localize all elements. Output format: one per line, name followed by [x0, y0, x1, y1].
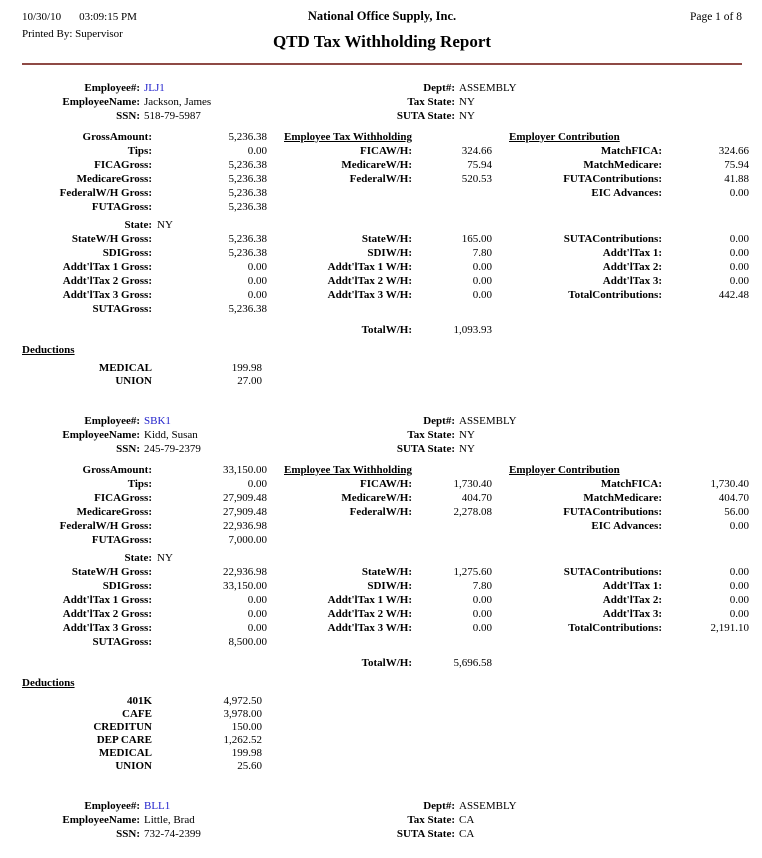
field-value: 5,236.38: [228, 173, 267, 185]
report-header-row1: [22, 9, 742, 24]
row-sdi-gross: [22, 579, 267, 593]
row-total-contributions: [509, 621, 749, 635]
field-value: NY: [157, 552, 173, 564]
amounts-grid: [22, 130, 749, 337]
row-suta-contributions: [509, 232, 749, 246]
row-gross-amount: [22, 130, 267, 144]
field-value: 5,236.38: [228, 233, 267, 245]
page-number: Page 1 of 8: [689, 11, 742, 23]
field-value: 2,278.08: [453, 506, 492, 518]
field-value: 7,000.00: [228, 534, 267, 546]
field-label: EIC Advances:: [591, 520, 662, 532]
row-addtl-tax2-gross: [22, 274, 267, 288]
suta-state-label: SUTA State:: [396, 443, 455, 455]
spacer: [284, 186, 492, 232]
field-value: 0.00: [247, 289, 267, 301]
field-label: Addt'lTax 2 Gross:: [62, 608, 152, 620]
row-futa-contributions: [509, 172, 749, 186]
deduction-amount: 4,972.50: [223, 695, 262, 707]
ssn-label: SSN:: [116, 443, 140, 455]
employee-number-label: Employee#:: [84, 800, 140, 812]
field-value: 0.00: [247, 145, 267, 157]
field-value: 5,236.38: [228, 187, 267, 199]
field-value: 27,909.48: [223, 506, 267, 518]
field-value: 5,236.38: [228, 159, 267, 171]
row-federal-wh-gross: [22, 519, 267, 533]
row-total-wh: [284, 656, 492, 670]
field-label: FederalW/H Gross:: [59, 187, 152, 199]
field-label: Tips:: [127, 145, 152, 157]
field-value: 0.00: [472, 261, 492, 273]
field-label: FUTAGross:: [91, 534, 152, 546]
tax-state-value: CA: [459, 814, 475, 826]
row-medicare-gross: [22, 505, 267, 519]
section-header-employer-contribution: Employer Contribution: [509, 464, 620, 476]
deduction-amount: 150.00: [231, 721, 262, 733]
report-time: 03:09:15 PM: [79, 11, 137, 23]
row-sdi-gross: [22, 246, 267, 260]
employee-number-label: Employee#:: [84, 415, 140, 427]
field-value: 5,236.38: [228, 201, 267, 213]
row-addtl-tax3-wh: [284, 288, 492, 302]
row-addtl-tax2-wh: [284, 274, 492, 288]
field-label: SDIW/H:: [367, 247, 412, 259]
row-addtl-tax1: [509, 579, 749, 593]
field-value: 0.00: [247, 261, 267, 273]
field-label: Addt'lTax 3:: [602, 608, 662, 620]
printed-by-label: Printed By:: [22, 28, 73, 40]
deduction-row: [22, 747, 742, 760]
employee-id-link[interactable]: BLL1: [144, 800, 171, 812]
report-date: 10/30/10: [22, 11, 62, 23]
row-addtl-tax3-gross: [22, 621, 267, 635]
field-label: StateW/H:: [361, 233, 412, 245]
field-label: GrossAmount:: [82, 131, 152, 143]
field-value: 404.70: [461, 492, 492, 504]
row-addtl-tax2: [509, 260, 749, 274]
row-fica-gross: [22, 158, 267, 172]
report-header-row2: [22, 25, 742, 59]
deduction-name: UNION: [115, 375, 152, 387]
field-label: MatchMedicare:: [583, 159, 662, 171]
row-futa-gross: [22, 200, 267, 214]
field-label: Addt'lTax 2 W/H:: [327, 608, 412, 620]
deduction-amount: 25.60: [237, 760, 262, 772]
suta-state-label: SUTA State:: [396, 828, 455, 840]
employee-header-row: [22, 827, 742, 841]
spacer: [509, 533, 749, 565]
employee-name-value: Jackson, James: [144, 96, 212, 108]
deductions-section: [22, 343, 742, 388]
section-header-employee-tax-withholding: Employee Tax Withholding: [284, 464, 412, 476]
suta-state-value: NY: [459, 110, 475, 122]
field-value: 22,936.98: [223, 520, 267, 532]
section-header-employee-tax-withholding: Employee Tax Withholding: [284, 131, 412, 143]
field-value: 33,150.00: [223, 580, 267, 592]
field-label: StateW/H Gross:: [71, 233, 152, 245]
field-value: 0.00: [729, 275, 749, 287]
field-value: 7.80: [472, 580, 492, 592]
dept-value: ASSEMBLY: [459, 415, 517, 427]
employee-header-row: [22, 109, 742, 123]
dept-label: Dept#:: [423, 82, 455, 94]
field-value: 8,500.00: [228, 636, 267, 648]
field-label: FUTAGross:: [91, 201, 152, 213]
suta-state-label: SUTA State:: [396, 110, 455, 122]
field-value: 7.80: [472, 247, 492, 259]
deduction-amount: 199.98: [231, 362, 262, 374]
printed-by-value: Supervisor: [75, 28, 123, 40]
field-value: 5,236.38: [228, 247, 267, 259]
ssn-value: 518-79-5987: [144, 110, 201, 122]
field-label: Addt'lTax 1 Gross:: [62, 261, 152, 273]
row-addtl-tax1: [509, 246, 749, 260]
deduction-name: DEP CARE: [96, 734, 152, 746]
deductions-section: [22, 676, 742, 773]
row-state-wh: [284, 232, 492, 246]
field-label: FICAGross:: [94, 159, 152, 171]
field-label: StateW/H Gross:: [71, 566, 152, 578]
field-value: 5,696.58: [453, 657, 492, 669]
field-value: 1,730.40: [453, 478, 492, 490]
field-label: MatchFICA:: [600, 145, 662, 157]
printed-by: [22, 28, 123, 40]
field-label: SDIGross:: [102, 580, 152, 592]
row-addtl-tax1-wh: [284, 260, 492, 274]
deduction-name: CREDITUN: [93, 721, 152, 733]
employee-tax-column: [284, 463, 492, 670]
row-addtl-tax2-wh: [284, 607, 492, 621]
field-value: 0.00: [729, 261, 749, 273]
field-label: MatchMedicare:: [583, 492, 662, 504]
field-label: Addt'lTax 2:: [602, 594, 662, 606]
deduction-row: [22, 695, 742, 708]
row-addtl-tax2: [509, 593, 749, 607]
employee-header-row: [22, 81, 742, 95]
row-match-fica: [509, 144, 749, 158]
dept-value: ASSEMBLY: [459, 800, 517, 812]
row-medicare-wh: [284, 158, 492, 172]
field-value: 0.00: [247, 275, 267, 287]
employee-name-label: EmployeeName:: [62, 814, 140, 826]
field-label: FICAW/H:: [360, 478, 412, 490]
row-addtl-tax3: [509, 274, 749, 288]
employee-name-label: EmployeeName:: [62, 96, 140, 108]
field-value: 404.70: [718, 492, 749, 504]
amounts-grid: [22, 463, 749, 670]
row-federal-wh-gross: [22, 186, 267, 200]
field-value: 0.00: [729, 608, 749, 620]
deductions-header: Deductions: [22, 344, 75, 356]
row-gross-amount: [22, 463, 267, 477]
field-label: TotalContributions:: [568, 289, 662, 301]
field-value: 1,730.40: [710, 478, 749, 490]
row-fica-gross: [22, 491, 267, 505]
row-addtl-tax3-gross: [22, 288, 267, 302]
field-label: Addt'lTax 2:: [602, 261, 662, 273]
row-match-medicare: [509, 158, 749, 172]
row-addtl-tax3: [509, 607, 749, 621]
field-value: 442.48: [718, 289, 749, 301]
field-value: 165.00: [461, 233, 492, 245]
employee-id-link[interactable]: SBK1: [144, 415, 171, 427]
field-value: 0.00: [472, 608, 492, 620]
ssn-label: SSN:: [116, 828, 140, 840]
field-value: 22,936.98: [223, 566, 267, 578]
field-label: Addt'lTax 3 Gross:: [62, 289, 152, 301]
field-label: TotalW/H:: [361, 324, 412, 336]
field-value: 0.00: [247, 622, 267, 634]
header-rule: [22, 63, 742, 65]
tax-state-value: NY: [459, 96, 475, 108]
deduction-amount: 199.98: [231, 747, 262, 759]
field-value: 0.00: [729, 233, 749, 245]
deduction-row: [22, 362, 742, 375]
field-label: SDIW/H:: [367, 580, 412, 592]
field-label: Addt'lTax 2 Gross:: [62, 275, 152, 287]
suta-state-value: CA: [459, 828, 475, 840]
ssn-label: SSN:: [116, 110, 140, 122]
deduction-amount: 3,978.00: [223, 708, 262, 720]
row-state: [22, 218, 267, 232]
tax-state-value: NY: [459, 429, 475, 441]
tax-state-label: Tax State:: [407, 814, 455, 826]
employee-header-row: [22, 414, 742, 428]
row-addtl-tax1-gross: [22, 260, 267, 274]
gross-column: [22, 463, 267, 670]
field-value: 1,093.93: [453, 324, 492, 336]
field-label: Addt'lTax 1:: [602, 247, 662, 259]
field-label: FICAGross:: [94, 492, 152, 504]
field-label: State:: [124, 552, 152, 564]
ssn-value: 732-74-2399: [144, 828, 201, 840]
row-suta-gross: [22, 635, 267, 649]
row-federal-wh: [284, 505, 492, 519]
field-value: 33,150.00: [223, 464, 267, 476]
field-label: MedicareGross:: [76, 506, 152, 518]
field-label: FederalW/H:: [349, 173, 412, 185]
spacer: [509, 200, 749, 232]
field-value: 0.00: [247, 608, 267, 620]
row-futa-contributions: [509, 505, 749, 519]
field-label: Addt'lTax 3:: [602, 275, 662, 287]
field-label: FUTAContributions:: [563, 173, 662, 185]
field-label: FUTAContributions:: [563, 506, 662, 518]
row-addtl-tax2-gross: [22, 607, 267, 621]
field-value: 75.94: [724, 159, 749, 171]
employee-name-value: Kidd, Susan: [144, 429, 198, 441]
field-label: TotalW/H:: [361, 657, 412, 669]
field-value: 324.66: [461, 145, 492, 157]
field-label: Tips:: [127, 478, 152, 490]
field-value: 1,275.60: [453, 566, 492, 578]
employee-tax-column: [284, 130, 492, 337]
deduction-amount: 1,262.52: [223, 734, 262, 746]
field-value: 0.00: [729, 580, 749, 592]
employer-contribution-column: [509, 130, 749, 337]
row-sdi-wh: [284, 579, 492, 593]
field-value: 41.88: [724, 173, 749, 185]
field-value: 0.00: [472, 289, 492, 301]
field-value: 27,909.48: [223, 492, 267, 504]
deductions-list: [22, 362, 742, 388]
row-eic-advances: [509, 519, 749, 533]
field-label: State:: [124, 219, 152, 231]
field-label: FederalW/H:: [349, 506, 412, 518]
field-label: Addt'lTax 1 W/H:: [327, 594, 412, 606]
dept-label: Dept#:: [423, 800, 455, 812]
field-label: Addt'lTax 3 Gross:: [62, 622, 152, 634]
employee-header-row: [22, 428, 742, 442]
employee-header-row: [22, 442, 742, 456]
field-label: Addt'lTax 3 W/H:: [327, 289, 412, 301]
field-value: 0.00: [247, 478, 267, 490]
employee-header-row: [22, 813, 742, 827]
suta-state-value: NY: [459, 443, 475, 455]
field-label: MedicareW/H:: [341, 492, 412, 504]
employee-header-row: [22, 95, 742, 109]
field-value: 0.00: [472, 594, 492, 606]
field-label: Addt'lTax 3 W/H:: [327, 622, 412, 634]
deduction-row: [22, 708, 742, 721]
spacer: [284, 519, 492, 565]
row-medicare-wh: [284, 491, 492, 505]
row-match-medicare: [509, 491, 749, 505]
row-fica-wh: [284, 477, 492, 491]
field-value: 0.00: [729, 566, 749, 578]
field-value: 0.00: [729, 247, 749, 259]
deduction-name: UNION: [115, 760, 152, 772]
row-addtl-tax1-gross: [22, 593, 267, 607]
deduction-row: [22, 375, 742, 388]
ssn-value: 245-79-2379: [144, 443, 201, 455]
employee-block: [22, 799, 742, 841]
field-label: SDIGross:: [102, 247, 152, 259]
field-label: MedicareW/H:: [341, 159, 412, 171]
field-label: Addt'lTax 1:: [602, 580, 662, 592]
company-name: National Office Supply, Inc.: [307, 9, 457, 23]
report-title: QTD Tax Withholding Report: [272, 32, 492, 51]
field-value: 520.53: [461, 173, 492, 185]
section-header-employer-contribution: Employer Contribution: [509, 131, 620, 143]
employee-block: [22, 414, 749, 773]
row-match-fica: [509, 477, 749, 491]
deduction-row: [22, 721, 742, 734]
deduction-amount: 27.00: [237, 375, 262, 387]
field-label: SUTAContributions:: [563, 233, 662, 245]
row-addtl-tax1-wh: [284, 593, 492, 607]
tax-state-label: Tax State:: [407, 96, 455, 108]
row-suta-contributions: [509, 565, 749, 579]
field-value: 324.66: [718, 145, 749, 157]
employee-block: [22, 81, 749, 388]
row-state-wh: [284, 565, 492, 579]
field-value: 0.00: [247, 594, 267, 606]
field-value: 0.00: [729, 187, 749, 199]
employee-name-value: Little, Brad: [144, 814, 195, 826]
field-label: Addt'lTax 1 Gross:: [62, 594, 152, 606]
field-label: FICAW/H:: [360, 145, 412, 157]
employee-id-link[interactable]: JLJ1: [144, 82, 165, 94]
field-label: SUTAGross:: [92, 303, 152, 315]
field-label: MatchFICA:: [600, 478, 662, 490]
row-federal-wh: [284, 172, 492, 186]
field-label: GrossAmount:: [82, 464, 152, 476]
row-sdi-wh: [284, 246, 492, 260]
row-eic-advances: [509, 186, 749, 200]
field-value: 0.00: [472, 275, 492, 287]
row-addtl-tax3-wh: [284, 621, 492, 635]
deductions-header: Deductions: [22, 677, 75, 689]
tax-state-label: Tax State:: [407, 429, 455, 441]
field-label: EIC Advances:: [591, 187, 662, 199]
field-value: 75.94: [467, 159, 492, 171]
gross-column: [22, 130, 267, 337]
field-label: TotalContributions:: [568, 622, 662, 634]
deduction-row: [22, 760, 742, 773]
row-medicare-gross: [22, 172, 267, 186]
employer-contribution-column: [509, 463, 749, 670]
deduction-name: CAFE: [122, 708, 152, 720]
field-label: Addt'lTax 1 W/H:: [327, 261, 412, 273]
field-value: 5,236.38: [228, 131, 267, 143]
field-value: 56.00: [724, 506, 749, 518]
field-label: Addt'lTax 2 W/H:: [327, 275, 412, 287]
field-label: SUTAContributions:: [563, 566, 662, 578]
row-state-wh-gross: [22, 565, 267, 579]
field-value: 0.00: [729, 520, 749, 532]
field-label: FederalW/H Gross:: [59, 520, 152, 532]
deduction-name: MEDICAL: [98, 362, 152, 374]
row-fica-wh: [284, 144, 492, 158]
deduction-row: [22, 734, 742, 747]
row-state-wh-gross: [22, 232, 267, 246]
field-label: MedicareGross:: [76, 173, 152, 185]
field-label: SUTAGross:: [92, 636, 152, 648]
row-tips: [22, 477, 267, 491]
row-tips: [22, 144, 267, 158]
field-label: StateW/H:: [361, 566, 412, 578]
row-suta-gross: [22, 302, 267, 316]
row-state: [22, 551, 267, 565]
row-total-wh: [284, 323, 492, 337]
field-value: NY: [157, 219, 173, 231]
deduction-name: 401K: [126, 695, 152, 707]
field-value: 0.00: [729, 594, 749, 606]
field-value: 2,191.10: [710, 622, 749, 634]
employee-header-row: [22, 799, 742, 813]
dept-value: ASSEMBLY: [459, 82, 517, 94]
deductions-list: [22, 695, 742, 773]
dept-label: Dept#:: [423, 415, 455, 427]
report-datetime: [22, 11, 237, 23]
employee-name-label: EmployeeName:: [62, 429, 140, 441]
employee-number-label: Employee#:: [84, 82, 140, 94]
deduction-name: MEDICAL: [98, 747, 152, 759]
row-total-contributions: [509, 288, 749, 302]
row-futa-gross: [22, 533, 267, 547]
field-value: 5,236.38: [228, 303, 267, 315]
field-value: 0.00: [472, 622, 492, 634]
